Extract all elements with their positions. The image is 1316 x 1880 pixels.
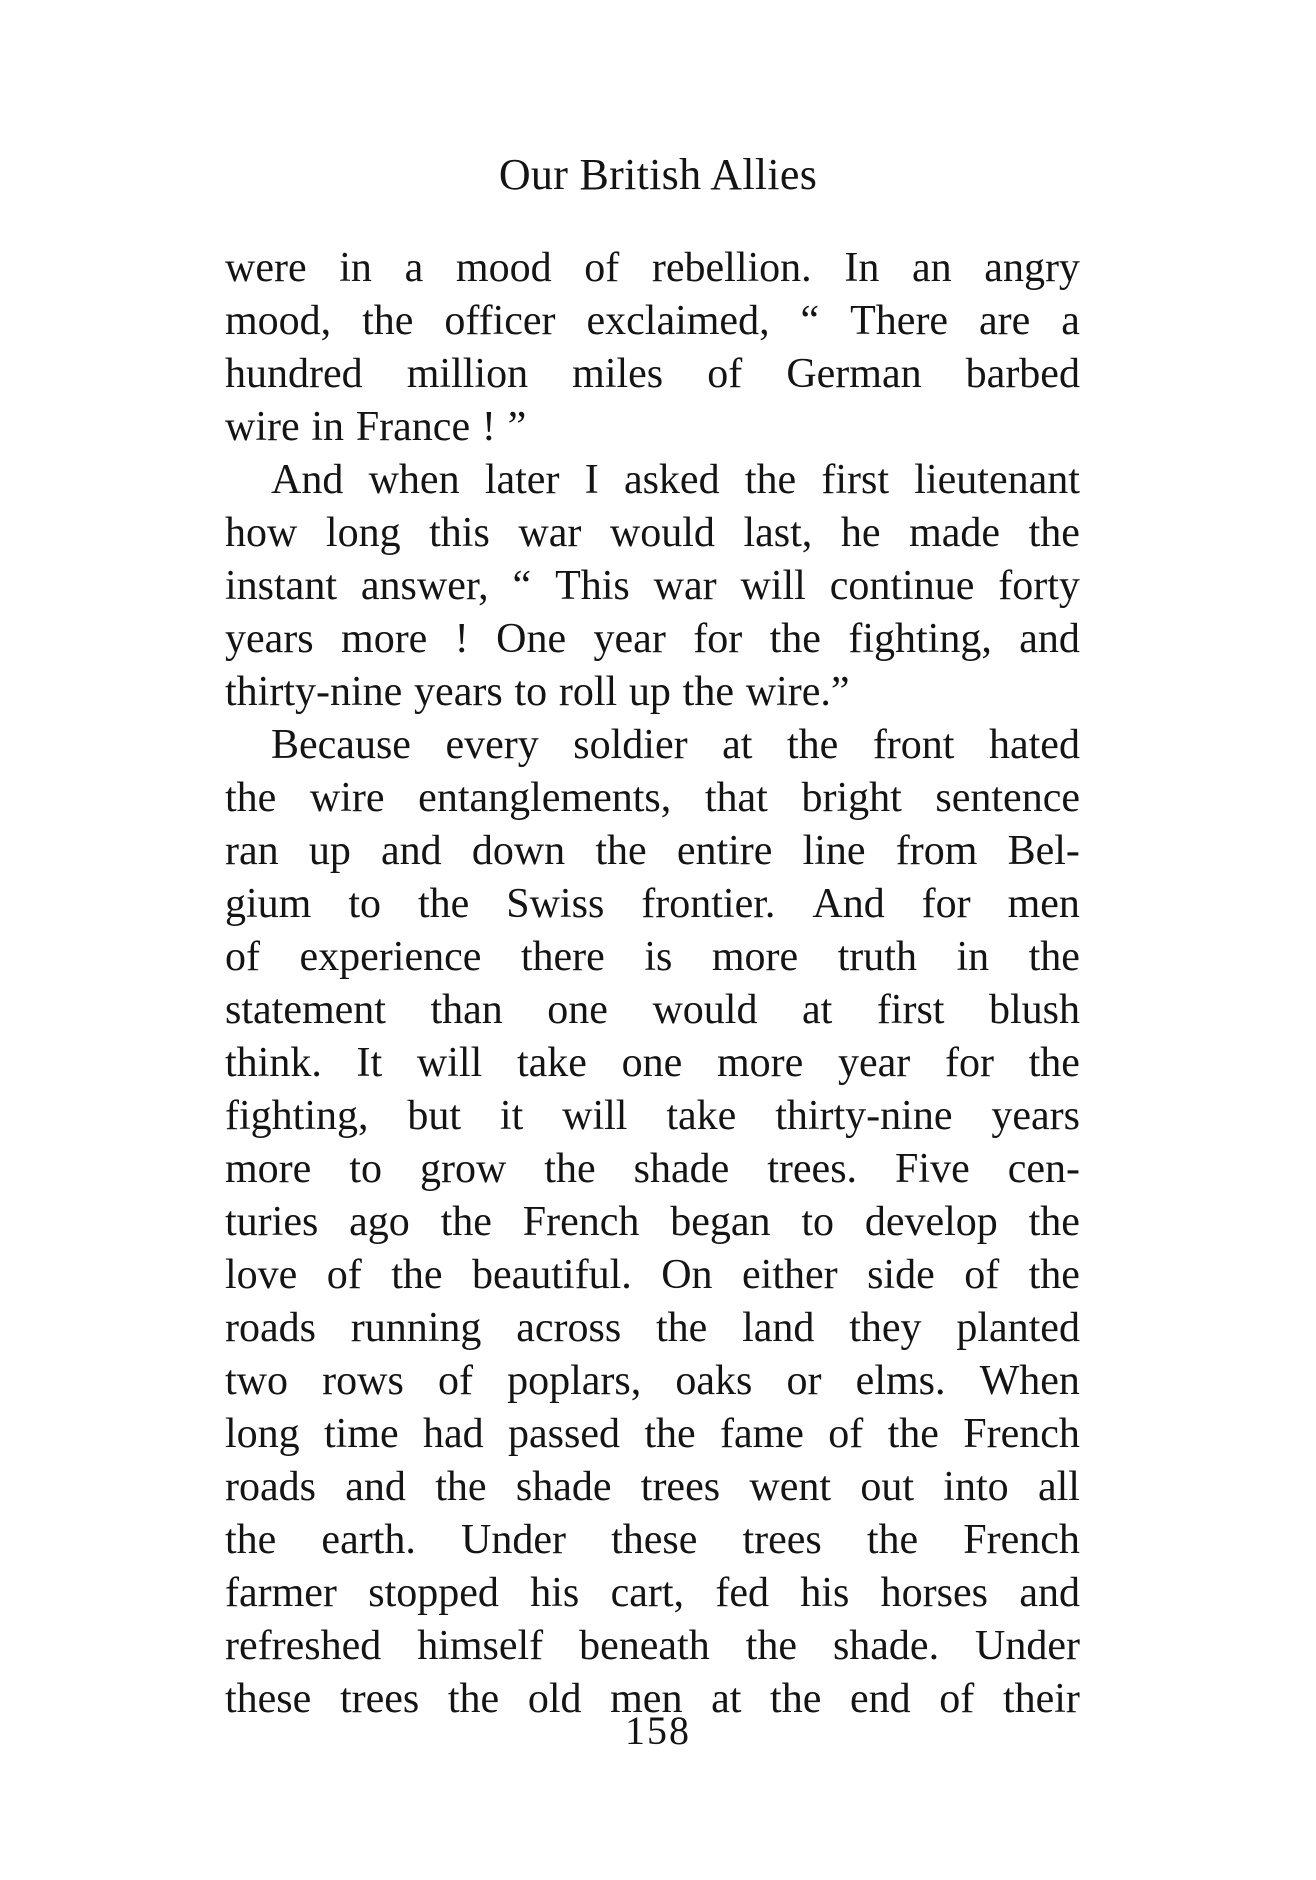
text-line: these trees the old men at the end of their	[225, 1676, 1080, 1722]
text-line: more to grow the shade trees. Five cen-	[225, 1146, 1080, 1192]
text-line: two rows of poplars, oaks or elms. When	[225, 1358, 1080, 1404]
text-line: turies ago the French began to develop the	[225, 1199, 1080, 1245]
text-line: mood, the officer exclaimed, “ There are a	[225, 298, 1080, 344]
text-line: refreshed himself beneath the shade. Under	[225, 1623, 1080, 1669]
text-line: were in a mood of rebellion. In an angry	[225, 245, 1080, 291]
text-line: hundred million miles of German barbed	[225, 351, 1080, 397]
text-line: thirty-nine years to roll up the wire.”	[225, 669, 850, 715]
text-line: statement than one would at first blush	[225, 987, 1080, 1033]
text-line: of experience there is more truth in the	[225, 934, 1080, 980]
text-line: farmer stopped his cart, fed his horses and	[225, 1570, 1080, 1616]
text-line: ran up and down the entire line from Bel-	[225, 828, 1080, 874]
text-line: think. It will take one more year for the	[225, 1040, 1080, 1086]
text-line: wire in France ! ”	[225, 404, 527, 450]
text-line: long time had passed the fame of the French	[225, 1411, 1080, 1457]
text-line: roads and the shade trees went out into all	[225, 1464, 1080, 1510]
running-title: Our British Allies	[498, 150, 818, 199]
text-line: how long this war would last, he made the	[225, 510, 1080, 556]
text-line: love of the beautiful. On either side of the	[225, 1252, 1080, 1298]
page-number: 158	[625, 1708, 691, 1753]
text-line: the wire entanglements, that bright sentence	[225, 775, 1080, 821]
body-text	[225, 242, 1080, 1726]
text-line: roads running across the land they planted	[225, 1305, 1080, 1351]
text-line: years more ! One year for the fighting, and	[225, 616, 1080, 662]
text-line: the earth. Under these trees the French	[225, 1517, 1080, 1563]
text-line: gium to the Swiss frontier. And for men	[225, 881, 1080, 927]
paragraph-first-line: And when later I asked the first lieutenant	[271, 457, 1080, 503]
paragraph-first-line: Because every soldier at the front hated	[271, 722, 1080, 768]
text-line: instant answer, “ This war will continue forty	[225, 563, 1080, 609]
text-line: fighting, but it will take thirty-nine years	[225, 1093, 1080, 1139]
